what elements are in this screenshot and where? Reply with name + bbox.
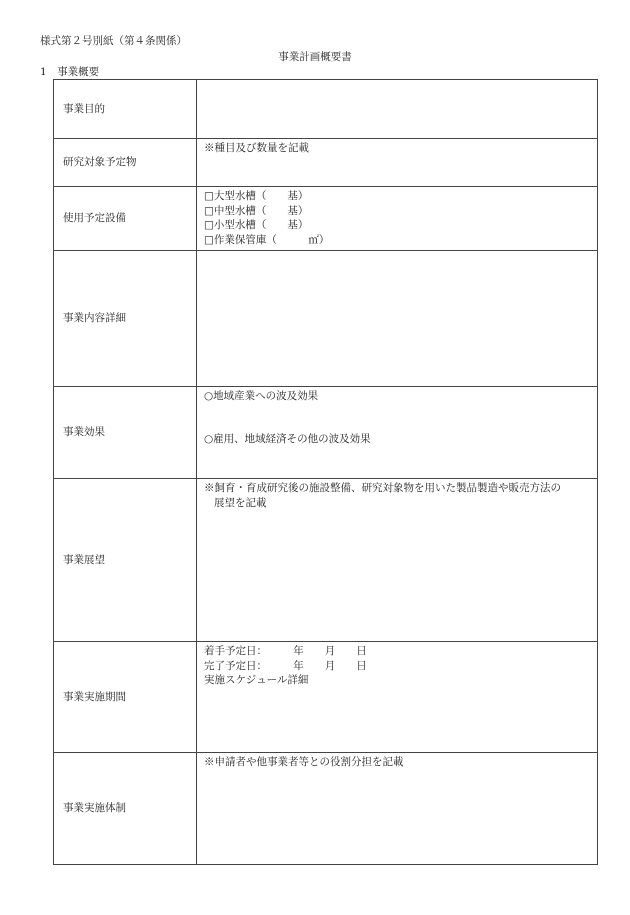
period-field[interactable] — [197, 642, 598, 753]
research-target-note: ※種目及び数量を記載 — [204, 142, 309, 154]
equipment-item-medium-tank[interactable]: □中型水槽（ 基） — [204, 204, 309, 217]
period-start-date[interactable]: 着手予定日： 年 月 日 — [204, 645, 367, 657]
outlook-label: 事業展望 — [54, 479, 197, 642]
period-label: 事業実施期間 — [54, 642, 197, 753]
document-title: 事業計画概要書 — [278, 51, 352, 63]
form-number: 様式第２号別紙（第４条関係） — [40, 35, 187, 47]
outlook-note-line-1: ※飼育・育成研究後の施設整備、研究対象物を用いた製品製造や販売方法の — [204, 482, 561, 494]
table-row-period — [54, 642, 598, 753]
table-row-equipment — [54, 187, 598, 251]
business-plan-table — [53, 79, 598, 865]
effects-field[interactable] — [197, 387, 598, 479]
outlook-field[interactable] — [197, 479, 598, 642]
outlook-note-line-2: 展望を記載 — [214, 496, 267, 509]
effects-spacer — [204, 404, 597, 432]
structure-note: ※申請者や他事業者等との役割分担を記載 — [204, 756, 404, 768]
purpose-label: 事業目的 — [54, 80, 197, 139]
purpose-field[interactable] — [197, 80, 598, 139]
section-heading: 1 事業概要 — [40, 66, 100, 78]
equipment-label: 使用予定設備 — [54, 187, 197, 251]
research-target-field[interactable] — [197, 139, 598, 187]
details-label: 事業内容詳細 — [54, 251, 197, 387]
table-row-research-target — [54, 139, 598, 187]
structure-field[interactable] — [197, 753, 598, 865]
table-row-structure — [54, 753, 598, 865]
equipment-item-small-tank[interactable]: □小型水槽（ 基） — [204, 219, 309, 232]
equipment-field[interactable] — [197, 187, 598, 251]
table-row-outlook — [54, 479, 598, 642]
period-end-date[interactable]: 完了予定日： 年 月 日 — [204, 659, 367, 672]
table-row-effects — [54, 387, 598, 479]
structure-label: 事業実施体制 — [54, 753, 197, 865]
effects-item-regional-industry: ○地域産業への波及効果 — [204, 390, 319, 402]
equipment-item-storage[interactable]: □作業保管庫（ ㎡） — [204, 234, 330, 247]
table-row-purpose — [54, 80, 598, 139]
effects-item-employment: ○雇用、地域経済その他の波及効果 — [204, 432, 371, 445]
table-row-details — [54, 251, 598, 387]
effects-label: 事業効果 — [54, 387, 197, 479]
period-schedule-label: 実施スケジュール詳細 — [204, 674, 309, 687]
research-target-label: 研究対象予定物 — [54, 139, 197, 187]
equipment-item-large-tank[interactable]: □大型水槽（ 基） — [204, 190, 309, 202]
details-field[interactable] — [197, 251, 598, 387]
